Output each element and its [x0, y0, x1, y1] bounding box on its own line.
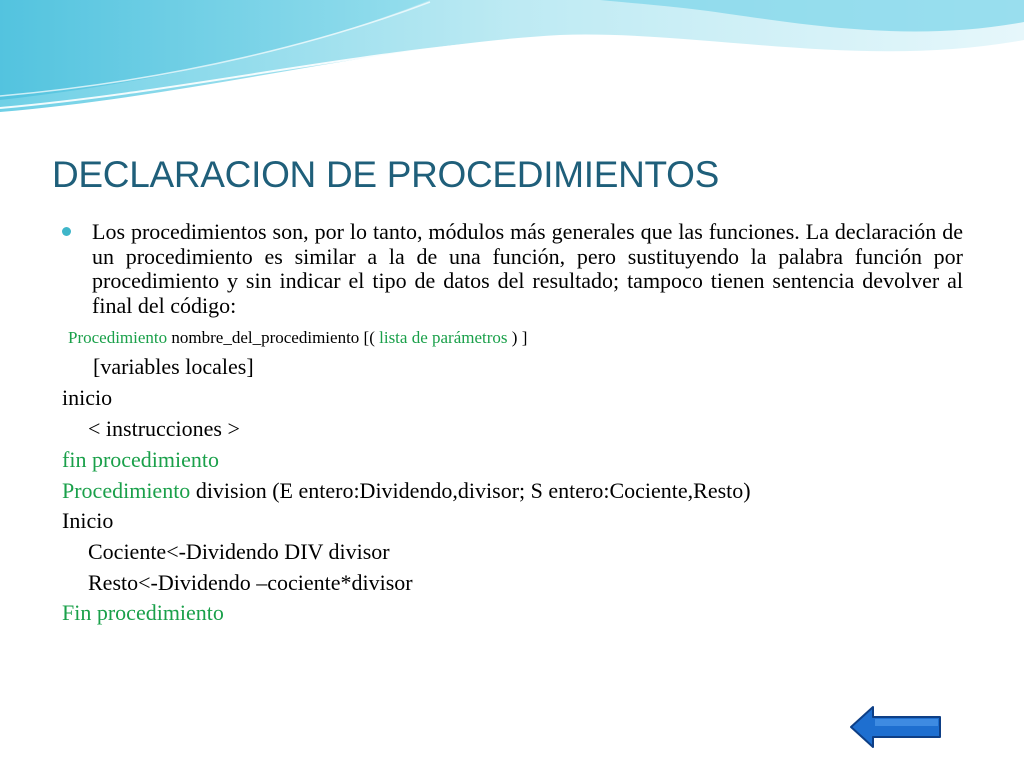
keyword-parametros: lista de parámetros: [379, 328, 508, 347]
example-line-1: Cociente<-Dividendo DIV divisor: [88, 539, 390, 564]
syntax-name: nombre_del_procedimiento [(: [167, 328, 380, 347]
keyword-procedimiento: Procedimiento: [68, 328, 168, 347]
header-wave-decoration: [0, 0, 1024, 120]
example-inicio: Inicio: [62, 508, 114, 533]
syntax-vars: [variables locales]: [93, 354, 254, 379]
slide-title: DECLARACION DE PROCEDIMIENTOS: [52, 154, 720, 195]
intro-paragraph: Los procedimientos son, por lo tanto, módulos más generales que las funciones. La declaración de un procedimiento es similar a la de una función, pero sustituyendo la palabra función por procedimiento y sin indicar el tipo de datos del resultado; tampoco tienen sentencia devolver al final del código:: [92, 219, 963, 318]
example-signature: [62, 478, 751, 504]
syntax-close: ) ]: [507, 328, 528, 347]
left-arrow-icon[interactable]: [848, 704, 944, 750]
syntax-inicio: inicio: [62, 385, 113, 410]
syntax-fin: fin procedimiento: [62, 447, 220, 472]
syntax-line: [68, 328, 527, 348]
example-line-2: Resto<-Dividendo –cociente*divisor: [88, 570, 413, 595]
syntax-instrucciones: < instrucciones >: [88, 416, 240, 441]
example-fin: Fin procedimiento: [62, 600, 224, 625]
example-sig-text: division (E entero:Dividendo,divisor; S entero:Cociente,Resto): [190, 478, 751, 503]
bullet-icon: [62, 227, 71, 236]
keyword-procedimiento-example: Procedimiento: [62, 478, 191, 503]
